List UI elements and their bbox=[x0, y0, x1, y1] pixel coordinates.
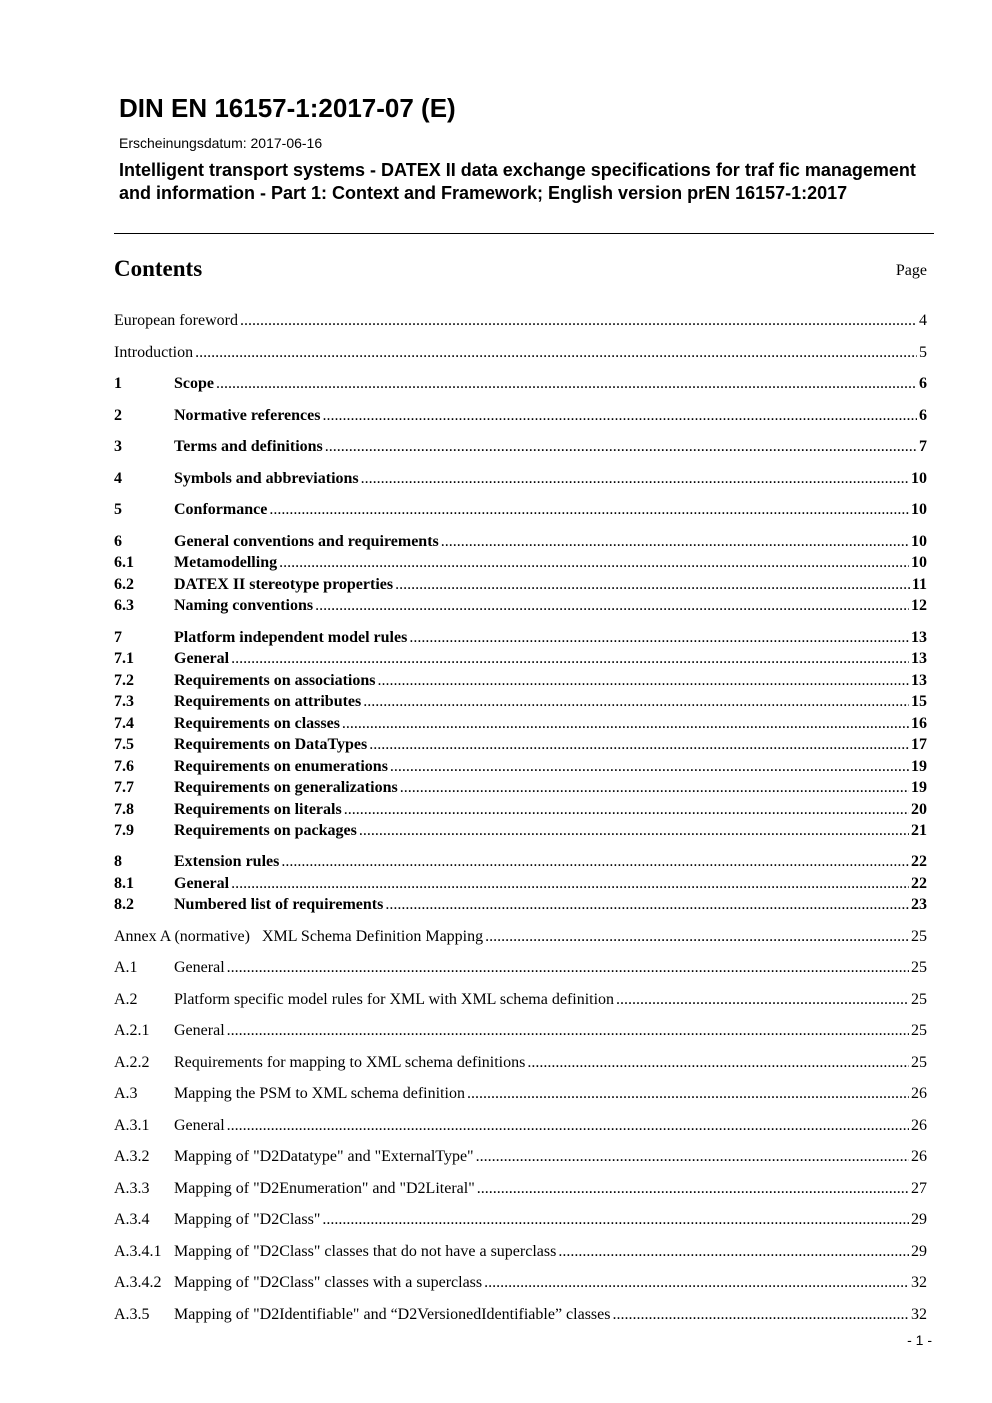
toc-entry-label: General bbox=[174, 650, 230, 667]
toc-dot-leader bbox=[269, 499, 909, 520]
toc-entry-label: General bbox=[174, 1117, 225, 1134]
toc-entry-label: Requirements on classes bbox=[174, 715, 340, 732]
toc-entry[interactable] bbox=[114, 1083, 927, 1104]
toc-entry-page: 19 bbox=[911, 758, 927, 775]
toc-entry-page: 22 bbox=[911, 875, 927, 892]
toc-entry-page: 7 bbox=[919, 438, 927, 455]
toc-dot-leader bbox=[378, 670, 910, 691]
toc-entry-page: 25 bbox=[911, 1022, 927, 1039]
toc-dot-leader bbox=[441, 531, 909, 552]
toc-entry-number: 7.2 bbox=[114, 672, 134, 689]
toc-entry-label: General conventions and requirements bbox=[174, 533, 439, 550]
toc-entry-label: Platform specific model rules for XML with XML schema definition bbox=[174, 991, 615, 1008]
toc-entry[interactable] bbox=[114, 595, 927, 616]
toc-entry-label: General bbox=[174, 1022, 225, 1039]
toc-dot-leader bbox=[231, 648, 909, 669]
toc-entry-label: Conformance bbox=[174, 501, 268, 518]
toc-entry-number: 6.3 bbox=[114, 597, 134, 614]
toc-entry-number: A.3.1 bbox=[114, 1117, 150, 1134]
page-number: - 1 - bbox=[907, 1332, 932, 1348]
toc-dot-leader bbox=[342, 713, 909, 734]
toc-entry-page: 25 bbox=[911, 959, 927, 976]
toc-dot-leader bbox=[227, 1020, 909, 1041]
toc-entry[interactable] bbox=[114, 342, 927, 363]
toc-entry-number: A.3 bbox=[114, 1085, 138, 1102]
toc-entry-number: A.3.4.2 bbox=[114, 1274, 162, 1291]
toc-dot-leader bbox=[363, 691, 909, 712]
toc-entry[interactable] bbox=[114, 627, 927, 648]
toc-dot-leader bbox=[279, 552, 909, 573]
toc-entry-label: Terms and definitions bbox=[174, 438, 323, 455]
toc-entry-page: 13 bbox=[911, 672, 927, 689]
toc-entry-number: A.1 bbox=[114, 959, 138, 976]
toc-entry-page: 26 bbox=[911, 1148, 927, 1165]
toc-entry[interactable] bbox=[114, 1052, 927, 1073]
toc-entry-page: 32 bbox=[911, 1274, 927, 1291]
toc-dot-leader bbox=[400, 777, 909, 798]
toc-entry-label: Metamodelling bbox=[174, 554, 278, 571]
toc-entry-number: 7.1 bbox=[114, 650, 134, 667]
toc-dot-leader bbox=[484, 1272, 909, 1293]
toc-entry-label: Mapping of "D2Class" classes that do not have a superclass bbox=[174, 1243, 557, 1260]
toc-entry-label: Platform independent model rules bbox=[174, 629, 408, 646]
toc-entry[interactable] bbox=[114, 405, 927, 426]
toc-entry-label: Requirements for mapping to XML schema definitions bbox=[174, 1054, 526, 1071]
toc-entry-page: 29 bbox=[911, 1211, 927, 1228]
toc-entry-label: Scope bbox=[174, 375, 214, 392]
toc-dot-leader bbox=[395, 574, 910, 595]
document-id: DIN EN 16157-1:2017-07 (E) bbox=[119, 93, 456, 123]
toc-entry-label: Requirements on DataTypes bbox=[174, 736, 368, 753]
toc-entry-number: 5 bbox=[114, 501, 122, 518]
toc-entry-number: A.2.2 bbox=[114, 1054, 150, 1071]
toc-dot-leader bbox=[227, 957, 909, 978]
toc-entry-label: Extension rules bbox=[174, 853, 280, 870]
toc-entry[interactable] bbox=[114, 989, 927, 1010]
toc-entry-page: 25 bbox=[911, 928, 927, 945]
toc-entry-label: Numbered list of requirements bbox=[174, 896, 384, 913]
toc-entry-number: 7.9 bbox=[114, 822, 134, 839]
toc-entry[interactable] bbox=[114, 1241, 927, 1262]
toc-entry[interactable] bbox=[114, 1115, 927, 1136]
toc-entry-page: 22 bbox=[911, 853, 927, 870]
toc-entry-label: Requirements on packages bbox=[174, 822, 357, 839]
toc-entry-page: 15 bbox=[911, 693, 927, 710]
toc-entry-number: 6.1 bbox=[114, 554, 134, 571]
toc-entry-number: 6.2 bbox=[114, 576, 134, 593]
toc-entry-page: 6 bbox=[919, 407, 927, 424]
page-column-heading: Page bbox=[895, 262, 927, 279]
toc-dot-leader bbox=[616, 989, 909, 1010]
toc-dot-leader bbox=[558, 1241, 909, 1262]
toc-dot-leader bbox=[390, 756, 909, 777]
toc-dot-leader bbox=[315, 595, 909, 616]
toc-entry[interactable] bbox=[114, 691, 927, 712]
toc-entry-label: Mapping of "D2Datatype" and "ExternalType" bbox=[174, 1148, 474, 1165]
toc-entry-label: XML Schema Definition Mapping bbox=[261, 928, 484, 945]
toc-dot-leader bbox=[467, 1083, 909, 1104]
toc-entry[interactable] bbox=[114, 777, 927, 798]
toc-entry-number: Annex A (normative) bbox=[114, 928, 250, 945]
toc-entry-page: 4 bbox=[919, 312, 927, 329]
toc-entry[interactable] bbox=[114, 574, 927, 595]
toc-dot-leader bbox=[281, 851, 909, 872]
toc-entry[interactable] bbox=[114, 1272, 927, 1293]
toc-entry-number: 7.7 bbox=[114, 779, 134, 796]
toc-entry-number: 4 bbox=[114, 470, 122, 487]
toc-entry-label: Symbols and abbreviations bbox=[174, 470, 359, 487]
toc-entry[interactable] bbox=[114, 851, 927, 872]
toc-entry-page: 32 bbox=[911, 1306, 927, 1323]
toc-entry-page: 10 bbox=[911, 501, 927, 518]
toc-entry-number: 8 bbox=[114, 853, 122, 870]
toc-entry-page: 29 bbox=[911, 1243, 927, 1260]
toc-dot-leader bbox=[485, 926, 909, 947]
toc-entry[interactable] bbox=[114, 373, 927, 394]
toc-dot-leader bbox=[227, 1115, 909, 1136]
toc-entry[interactable] bbox=[114, 1020, 927, 1041]
toc-entry-number: 7.5 bbox=[114, 736, 134, 753]
toc-entry-label: Requirements on enumerations bbox=[174, 758, 388, 775]
toc-entry-page: 10 bbox=[911, 554, 927, 571]
header-divider bbox=[114, 233, 934, 234]
contents-heading: Contents bbox=[114, 256, 203, 281]
document-title: Intelligent transport systems - DATEX II data exchange specifications for traf fic management and information - Part 1: Context and Framework; English version prEN 16157-1:2017 bbox=[119, 160, 916, 203]
toc-entry-number: 3 bbox=[114, 438, 122, 455]
toc-entry[interactable] bbox=[114, 1209, 927, 1230]
toc-dot-leader bbox=[325, 436, 917, 457]
toc-entry-page: 13 bbox=[911, 629, 927, 646]
toc-entry[interactable] bbox=[114, 1146, 927, 1167]
toc-entry[interactable] bbox=[114, 670, 927, 691]
toc-entry-number: A.3.2 bbox=[114, 1148, 150, 1165]
toc-entry[interactable] bbox=[114, 756, 927, 777]
toc-entry-page: 25 bbox=[911, 991, 927, 1008]
toc-dot-leader bbox=[612, 1304, 909, 1325]
toc-entry-number: 7.6 bbox=[114, 758, 134, 775]
toc-entry-label: Requirements on attributes bbox=[174, 693, 362, 710]
toc-dot-leader bbox=[322, 405, 917, 426]
toc-entry-page: 23 bbox=[911, 896, 927, 913]
toc-entry-label: General bbox=[174, 875, 230, 892]
toc-entry[interactable] bbox=[114, 531, 927, 552]
toc-entry-number: A.2.1 bbox=[114, 1022, 150, 1039]
toc-entry-label: Mapping of "D2Class" bbox=[174, 1211, 321, 1228]
toc-entry[interactable] bbox=[114, 926, 927, 947]
toc-entry[interactable] bbox=[114, 1178, 927, 1199]
toc-entry-number: 2 bbox=[114, 407, 122, 424]
toc-entry-page: 11 bbox=[911, 576, 927, 593]
toc-dot-leader bbox=[344, 799, 909, 820]
toc-dot-leader bbox=[240, 310, 917, 331]
toc-entry-number: A.3.3 bbox=[114, 1180, 150, 1197]
toc-dot-leader bbox=[231, 873, 909, 894]
toc-entry-label: DATEX II stereotype properties bbox=[174, 576, 394, 593]
toc-entry-label: General bbox=[174, 959, 225, 976]
toc-entry-label: Requirements on generalizations bbox=[174, 779, 398, 796]
toc-dot-leader bbox=[369, 734, 909, 755]
toc-entry-number: 1 bbox=[114, 375, 122, 392]
toc-entry[interactable] bbox=[114, 820, 927, 841]
toc-entry[interactable] bbox=[114, 436, 927, 457]
toc-entry-page: 16 bbox=[911, 715, 927, 732]
toc-entry-label: Mapping of "D2Class" classes with a superclass bbox=[174, 1274, 483, 1291]
toc-entry[interactable] bbox=[114, 499, 927, 520]
toc-entry-label: Requirements on literals bbox=[174, 801, 342, 818]
toc-entry[interactable] bbox=[114, 468, 927, 489]
toc-entry[interactable] bbox=[114, 713, 927, 734]
toc-entry-page: 19 bbox=[911, 779, 927, 796]
toc-entry[interactable] bbox=[114, 310, 927, 331]
toc-dot-leader bbox=[195, 342, 917, 363]
toc-entry-label: Introduction bbox=[114, 344, 194, 361]
toc-entry[interactable] bbox=[114, 873, 927, 894]
toc-entry-number: 7.4 bbox=[114, 715, 134, 732]
toc-dot-leader bbox=[322, 1209, 909, 1230]
toc-entry-page: 10 bbox=[911, 533, 927, 550]
toc-entry-number: 7 bbox=[114, 629, 122, 646]
toc-entry-page: 10 bbox=[911, 470, 927, 487]
toc-entry-label: Mapping of "D2Identifiable" and “D2VersionedIdentifiable” classes bbox=[174, 1306, 611, 1323]
toc-entry-page: 6 bbox=[919, 375, 927, 392]
toc-entry-page: 25 bbox=[911, 1054, 927, 1071]
toc-entry-number: A.3.5 bbox=[114, 1306, 150, 1323]
toc-entry-page: 26 bbox=[911, 1117, 927, 1134]
toc-entry-number: 7.3 bbox=[114, 693, 134, 710]
toc-entry-number: A.2 bbox=[114, 991, 138, 1008]
toc-entry-label: Mapping of "D2Enumeration" and "D2Literal" bbox=[174, 1180, 475, 1197]
toc-entry[interactable] bbox=[114, 648, 927, 669]
toc-dot-leader bbox=[359, 820, 909, 841]
toc-entry-page: 27 bbox=[911, 1180, 927, 1197]
toc-dot-leader bbox=[409, 627, 909, 648]
toc-entry-page: 5 bbox=[919, 344, 927, 361]
toc-entry-page: 17 bbox=[911, 736, 927, 753]
toc-entry-label: Naming conventions bbox=[174, 597, 314, 614]
toc-entry-number: 7.8 bbox=[114, 801, 134, 818]
document-header bbox=[119, 92, 934, 205]
toc-entry-page: 20 bbox=[911, 801, 927, 818]
toc-entry[interactable] bbox=[114, 957, 927, 978]
toc-entry-page: 13 bbox=[911, 650, 927, 667]
toc-entry-number: A.3.4 bbox=[114, 1211, 150, 1228]
toc-entry-page: 12 bbox=[911, 597, 927, 614]
toc-entry-number: 8.1 bbox=[114, 875, 134, 892]
toc-dot-leader bbox=[527, 1052, 909, 1073]
toc-dot-leader bbox=[385, 894, 909, 915]
toc-entry[interactable] bbox=[114, 894, 927, 915]
toc-entry[interactable] bbox=[114, 799, 927, 820]
toc-entry[interactable] bbox=[114, 734, 927, 755]
toc-entry-label: Normative references bbox=[174, 407, 321, 424]
toc-entry[interactable] bbox=[114, 1304, 927, 1325]
toc-dot-leader bbox=[216, 373, 917, 394]
toc-entry-number: A.3.4.1 bbox=[114, 1243, 162, 1260]
publication-date: Erscheinungsdatum: 2017-06-16 bbox=[119, 135, 323, 151]
toc-dot-leader bbox=[476, 1146, 909, 1167]
toc-dot-leader bbox=[477, 1178, 909, 1199]
toc-entry[interactable] bbox=[114, 552, 927, 573]
toc-dot-leader bbox=[361, 468, 909, 489]
toc-entry-page: 26 bbox=[911, 1085, 927, 1102]
toc-entry-label: European foreword bbox=[114, 312, 238, 329]
toc-entry-label: Requirements on associations bbox=[174, 672, 376, 689]
toc-entry-page: 21 bbox=[911, 822, 927, 839]
toc-entry-number: 6 bbox=[114, 533, 122, 550]
toc-entry-label: Mapping the PSM to XML schema definition bbox=[174, 1085, 465, 1102]
toc-entry-number: 8.2 bbox=[114, 896, 134, 913]
